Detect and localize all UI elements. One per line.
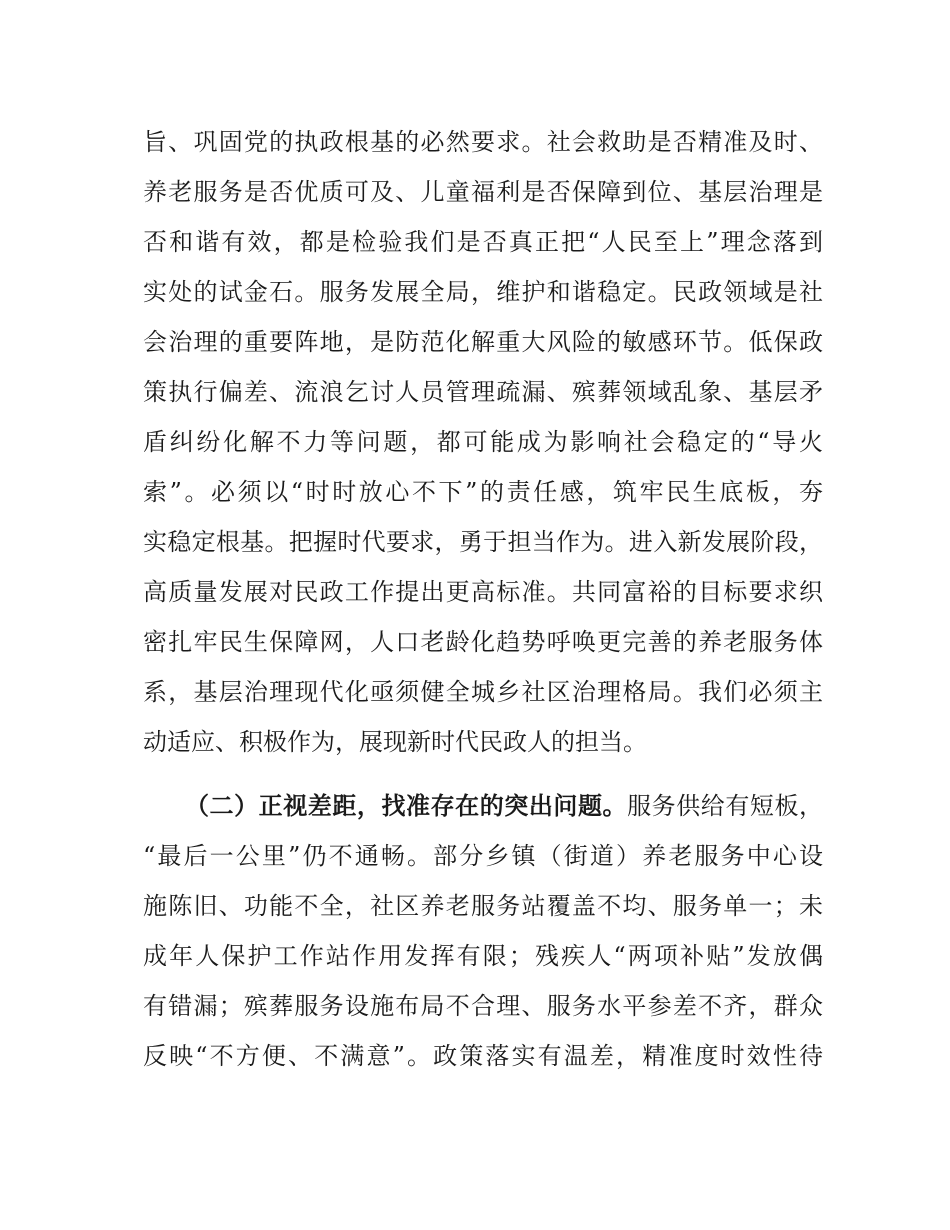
section-heading-line — [185, 786, 823, 826]
paragraph-line: 索”。必须以“时时放心不下”的责任感，筑牢民生底板，夯 — [143, 478, 823, 506]
paragraph-line: 动适应、积极作为，展现新时代民政人的担当。 — [143, 728, 647, 756]
paragraph-line: 盾纠纷化解不力等问题，都可能成为影响社会稳定的“导火 — [143, 428, 823, 456]
paragraph-line: 高质量发展对民政工作提出更高标准。共同富裕的目标要求织 — [143, 578, 823, 606]
paragraph-line: 实处的试金石。服务发展全局，维护和谐稳定。民政领域是社 — [143, 278, 823, 306]
paragraph-line: 成年人保护工作站作用发挥有限；残疾人“两项补贴”发放偶 — [143, 942, 823, 970]
paragraph-line: “最后一公里”仍不通畅。部分乡镇（街道）养老服务中心设 — [143, 842, 823, 870]
paragraph-line: 实稳定根基。把握时代要求，勇于担当作为。进入新发展阶段， — [143, 528, 823, 556]
paragraph-line: 密扎牢民生保障网，人口老龄化趋势呼唤更完善的养老服务体 — [143, 628, 823, 656]
paragraph-line: 策执行偏差、流浪乞讨人员管理疏漏、殡葬领域乱象、基层矛 — [143, 378, 823, 406]
paragraph-line: 旨、巩固党的执政根基的必然要求。社会救助是否精准及时、 — [143, 128, 823, 156]
section-heading-continuation: 服务供给有短板， — [627, 792, 824, 820]
paragraph-line: 有错漏；殡葬服务设施布局不合理、服务水平参差不齐，群众 — [143, 992, 823, 1020]
paragraph-line: 否和谐有效，都是检验我们是否真正把“人民至上”理念落到 — [143, 228, 823, 256]
section-heading: （二）正视差距，找准存在的突出问题。 — [185, 791, 628, 820]
paragraph-line: 养老服务是否优质可及、儿童福利是否保障到位、基层治理是 — [143, 178, 823, 206]
paragraph-line: 会治理的重要阵地，是防范化解重大风险的敏感环节。低保政 — [143, 328, 823, 356]
paragraph-line: 反映“不方便、不满意”。政策落实有温差，精准度时效性待 — [143, 1042, 823, 1070]
paragraph-line: 施陈旧、功能不全，社区养老服务站覆盖不均、服务单一；未 — [143, 892, 823, 920]
paragraph-line: 系，基层治理现代化亟须健全城乡社区治理格局。我们必须主 — [143, 678, 823, 706]
